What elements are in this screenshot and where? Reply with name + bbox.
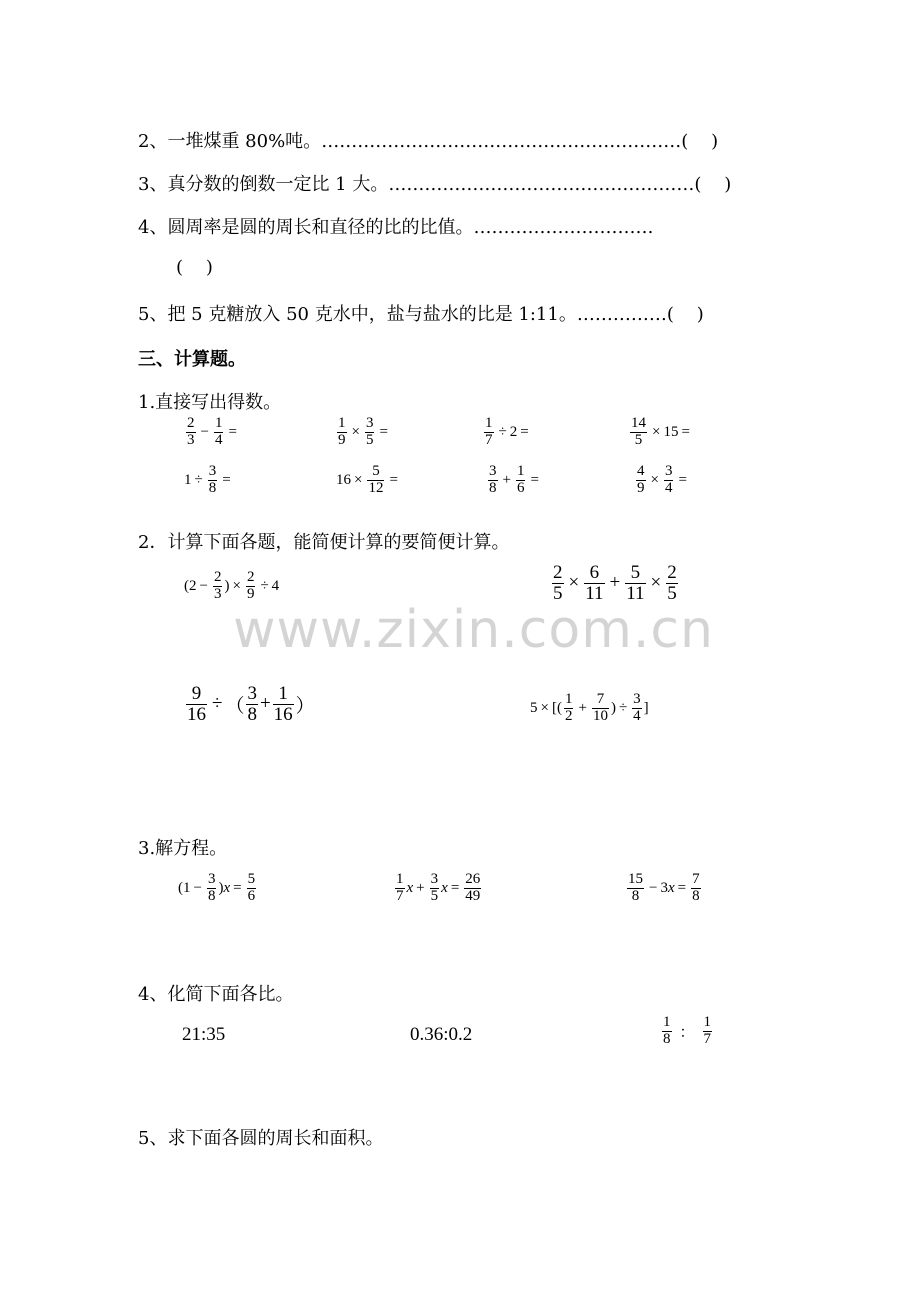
equals-sign: = <box>681 423 690 440</box>
denominator: 9 <box>637 479 645 496</box>
q5-title: 5、求下面各圆的周长和面积。 <box>138 1128 384 1149</box>
fraction <box>564 692 574 725</box>
judgment-item-2 <box>138 127 718 153</box>
numerator: 7 <box>692 871 700 887</box>
denominator: 8 <box>631 887 640 904</box>
math-token: (1 <box>178 879 191 896</box>
denominator: 9 <box>246 585 255 602</box>
ratio-3 <box>660 1015 714 1048</box>
fraction <box>488 464 498 497</box>
q1-expression <box>634 464 690 497</box>
operator: × <box>351 423 360 440</box>
math-token: ) <box>218 879 224 896</box>
denominator: 11 <box>585 582 604 604</box>
answer-parentheses: ( ) <box>694 174 732 195</box>
fraction <box>691 872 701 905</box>
judgment-text: 3、真分数的倒数一定比 1 大。 <box>138 174 389 195</box>
number: 16 <box>336 471 351 488</box>
leader-dots: …………………………………………… <box>388 174 695 195</box>
denominator: 12 <box>368 479 384 496</box>
operator: − <box>200 423 209 440</box>
math-token: 3 <box>660 879 668 896</box>
denominator: 5 <box>634 431 643 448</box>
equals-sign: = <box>389 471 398 488</box>
math-token: × <box>568 572 580 594</box>
q2-expression-1 <box>184 570 279 603</box>
numerator: 3 <box>430 871 439 887</box>
numerator: 14 <box>631 415 646 431</box>
math-token: （ <box>225 695 245 717</box>
judgment-item-3 <box>138 170 731 196</box>
fraction <box>395 872 405 905</box>
denominator: 5 <box>365 431 374 448</box>
q2-expression-2 <box>550 563 680 604</box>
math-token: ） <box>295 695 315 717</box>
math-token: ÷ <box>618 699 628 716</box>
numerator: 5 <box>247 871 256 887</box>
q3-equation-3 <box>625 872 703 905</box>
numerator: 2 <box>187 415 195 431</box>
denominator: 6 <box>516 479 525 496</box>
q2-title: 2．计算下面各题，能简便计算的要简便计算。 <box>138 532 510 553</box>
operator: × <box>650 471 659 488</box>
ratio-2: 0.36:0.2 <box>410 1024 473 1045</box>
denominator: 8 <box>247 703 257 725</box>
numerator: 5 <box>372 463 380 479</box>
denominator: 4 <box>664 479 673 496</box>
fraction <box>337 416 347 449</box>
math-token: − <box>193 879 202 896</box>
fraction <box>666 563 678 604</box>
q1-expression <box>486 464 542 497</box>
math-token: + <box>609 572 621 594</box>
operator: × <box>354 471 363 488</box>
operator: × <box>652 423 661 440</box>
number: 15 <box>663 423 679 440</box>
fraction <box>186 416 196 449</box>
numerator: 3 <box>633 691 641 707</box>
math-token: × <box>650 572 662 594</box>
number: 2 <box>509 423 518 440</box>
numerator: 3 <box>365 415 374 431</box>
math-token: = <box>677 879 687 896</box>
operator: ÷ <box>498 423 507 440</box>
denominator: 6 <box>247 887 256 904</box>
q1-expression <box>335 416 391 449</box>
math-token: (2 <box>184 577 197 594</box>
leader-dots: …………… <box>576 304 667 325</box>
operator: + <box>502 471 511 488</box>
fraction <box>664 464 674 497</box>
numerator: 3 <box>207 871 216 887</box>
fraction <box>625 563 645 604</box>
fraction <box>273 684 294 725</box>
fraction <box>246 570 256 603</box>
ratio-1: 21:35 <box>182 1024 226 1045</box>
numerator: 9 <box>191 683 202 704</box>
numerator: 1 <box>564 691 573 707</box>
judgment-text: 4、圆周率是圆的周长和直径的比的比值。 <box>138 217 474 238</box>
section-heading-calculation: 三、计算题。 <box>138 349 246 370</box>
numerator: 2 <box>213 569 222 585</box>
numerator: 2 <box>667 562 677 583</box>
denominator: 8 <box>692 887 700 904</box>
watermark: www.zixin.com.cn <box>233 600 714 660</box>
math-token: [( <box>551 699 562 716</box>
fraction <box>516 464 526 497</box>
denominator: 16 <box>273 703 293 725</box>
fraction <box>464 872 481 905</box>
q1-expression <box>184 416 240 449</box>
fraction <box>703 1015 713 1048</box>
math-token: − <box>649 879 658 896</box>
math-token: x <box>441 879 448 896</box>
judgment-text: 5、把 5 克糖放入 50 克水中，盐与盐水的比是 1:11。 <box>138 304 577 325</box>
equals-sign: = <box>228 423 237 440</box>
math-token: x <box>223 879 231 896</box>
fraction <box>208 464 218 497</box>
q3-equation-2 <box>393 872 483 905</box>
denominator: 8 <box>208 479 217 496</box>
numerator: 3 <box>247 683 257 704</box>
denominator: 16 <box>187 703 206 725</box>
judgment-item-4 <box>138 213 653 239</box>
denominator: 8 <box>663 1030 671 1047</box>
denominator: 5 <box>667 582 677 604</box>
numerator: 26 <box>465 871 481 887</box>
fraction <box>247 872 257 905</box>
math-token: ] <box>643 699 649 716</box>
q2-expression-4 <box>530 692 649 725</box>
fraction <box>592 692 609 725</box>
denominator: 5 <box>430 887 439 904</box>
math-token: + <box>259 693 271 715</box>
numerator: 1 <box>396 871 404 887</box>
denominator: 2 <box>564 707 573 724</box>
fraction <box>632 692 642 725</box>
numerator: 5 <box>630 562 641 583</box>
numerator: 1 <box>485 415 493 431</box>
denominator: 10 <box>592 707 608 724</box>
math-token: × <box>540 699 549 716</box>
equals-sign: = <box>520 423 529 440</box>
numerator: 1 <box>278 683 288 704</box>
q3-title: 3.解方程。 <box>138 838 228 859</box>
numerator: 7 <box>596 691 605 707</box>
math-token: ： <box>679 1024 695 1041</box>
equals-sign: = <box>222 471 231 488</box>
numerator: 1 <box>703 1014 712 1030</box>
numerator: 2 <box>246 569 255 585</box>
fraction <box>627 872 644 905</box>
fraction <box>213 570 223 603</box>
number: 1 <box>184 471 192 488</box>
math-token: x <box>667 879 675 896</box>
q1-title: 1.直接写出得数。 <box>138 392 282 413</box>
numerator: 2 <box>553 562 563 583</box>
numerator: 6 <box>589 562 600 583</box>
leader-dots: ………………………… <box>473 217 654 238</box>
math-token: = <box>450 879 460 896</box>
leader-dots: …………………………………………………… <box>321 131 682 152</box>
denominator: 8 <box>207 887 216 904</box>
denominator: 3 <box>213 585 222 602</box>
answer-parentheses: ( ) <box>681 131 719 152</box>
numerator: 4 <box>637 463 645 479</box>
fraction <box>630 416 647 449</box>
numerator: 1 <box>516 463 525 479</box>
math-token: ) <box>610 699 616 716</box>
equals-sign: = <box>678 471 687 488</box>
math-token: 4 <box>271 577 280 594</box>
denominator: 8 <box>489 479 497 496</box>
fraction <box>484 416 494 449</box>
q1-expression <box>336 464 401 497</box>
math-token: 5 <box>530 699 538 716</box>
q3-equation-1 <box>178 872 258 905</box>
fraction <box>186 684 207 725</box>
math-token: + <box>416 879 425 896</box>
denominator: 5 <box>553 582 563 604</box>
numerator: 1 <box>214 415 223 431</box>
q1-expression <box>482 416 532 449</box>
answer-parentheses: ( ) <box>666 304 704 325</box>
math-token: + <box>578 699 587 716</box>
q2-expression-3 <box>184 684 315 725</box>
denominator: 4 <box>633 707 641 724</box>
denominator: 4 <box>214 431 223 448</box>
math-token: ) <box>224 577 230 594</box>
denominator: 7 <box>485 431 493 448</box>
judgment-item-5 <box>138 300 704 326</box>
math-token: × <box>232 577 241 594</box>
operator: ÷ <box>194 471 203 488</box>
denominator: 9 <box>338 431 346 448</box>
fraction <box>662 1015 672 1048</box>
denominator: 11 <box>626 582 645 604</box>
denominator: 49 <box>465 887 481 904</box>
fraction <box>365 416 375 449</box>
math-token: = <box>233 879 242 896</box>
fraction <box>584 563 604 604</box>
q4-title: 4、化简下面各比。 <box>138 984 294 1005</box>
q1-expression <box>628 416 693 449</box>
fraction <box>430 872 440 905</box>
numerator: 3 <box>208 463 217 479</box>
fraction <box>246 684 258 725</box>
fraction <box>207 872 217 905</box>
numerator: 15 <box>628 871 643 887</box>
numerator: 3 <box>489 463 497 479</box>
equals-sign: = <box>530 471 539 488</box>
math-token: ÷ <box>260 577 269 594</box>
math-token: ÷ <box>212 693 223 715</box>
math-token: − <box>199 577 208 594</box>
numerator: 1 <box>663 1014 671 1030</box>
q1-expression <box>184 464 234 497</box>
denominator: 3 <box>187 431 195 448</box>
answer-parentheses-4: ( ) <box>176 257 213 278</box>
fraction <box>214 416 224 449</box>
numerator: 3 <box>664 463 673 479</box>
fraction <box>552 563 564 604</box>
fraction <box>367 464 384 497</box>
fraction <box>636 464 646 497</box>
denominator: 7 <box>703 1030 712 1047</box>
math-token: x <box>406 879 414 896</box>
numerator: 1 <box>338 415 346 431</box>
denominator: 7 <box>396 887 404 904</box>
equals-sign: = <box>379 423 388 440</box>
judgment-text: 2、一堆煤重 80%吨。 <box>138 131 322 152</box>
